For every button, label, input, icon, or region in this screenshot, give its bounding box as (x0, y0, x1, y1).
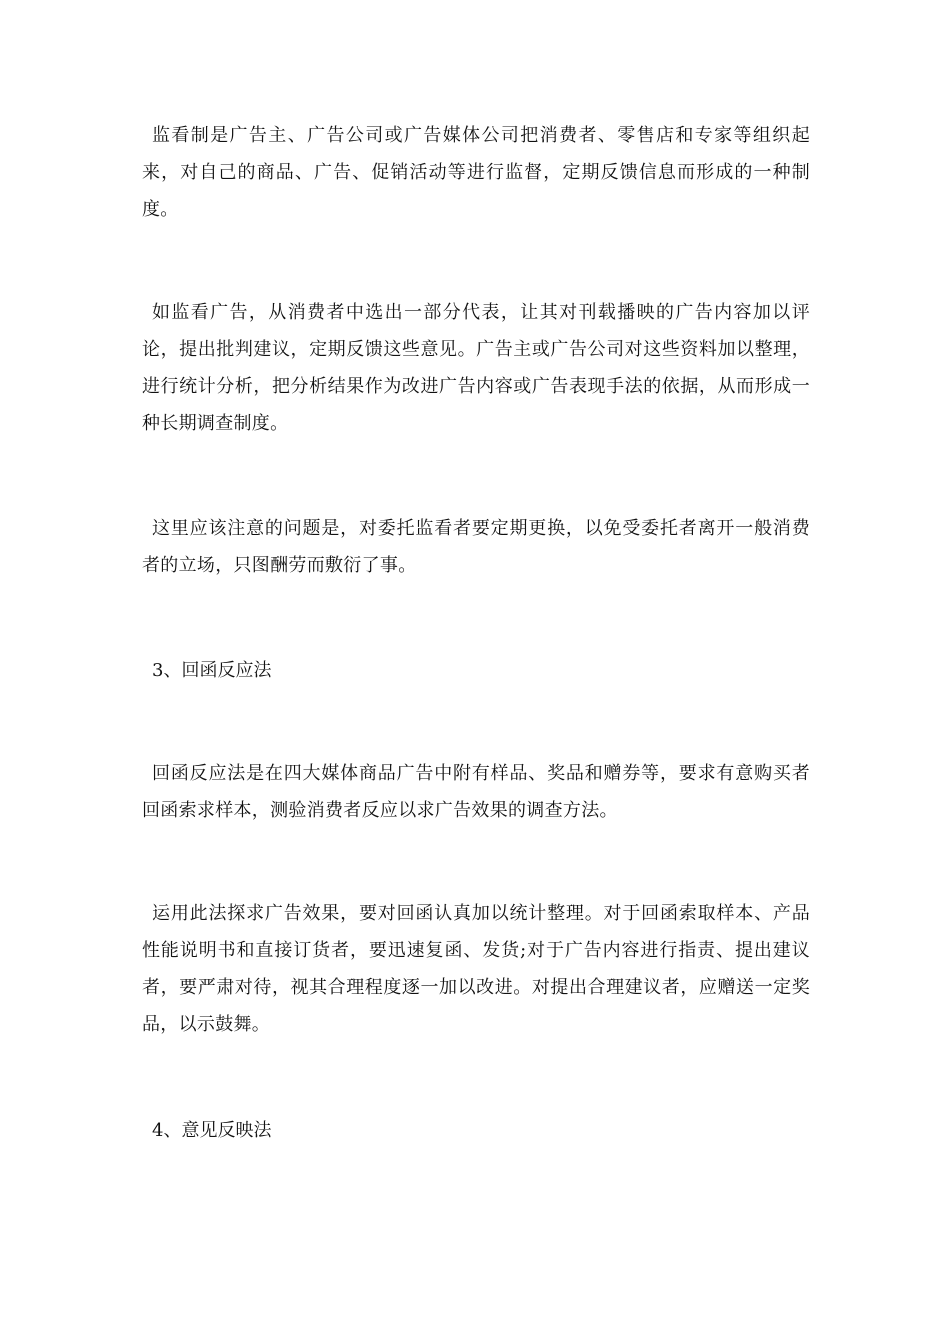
section-heading-4: 4、意见反映法 (152, 1120, 272, 1141)
paragraph-reply-method: 回函反应法是在四大媒体商品广告中附有样品、奖品和赠券等，要求有意购买者回函索求样本，测验消费者反应以求广告效果的调查方法。 (142, 763, 810, 821)
paragraph-reply-method-usage: 运用此法探求广告效果，要对回函认真加以统计整理。对于回函索取样本、产品性能说明书和直接订货者，要迅速复函、发货;对于广告内容进行指责、提出建议者，要严肃对待，视其合理程度逐一加以改进。对提出合理建议者，应赠送一定奖品，以示鼓舞。 (142, 903, 810, 1035)
paragraph-monitoring-system: 监看制是广告主、广告公司或广告媒体公司把消费者、零售店和专家等组织起来，对自己的商品、广告、促销活动等进行监督，定期反馈信息而形成的一种制度。 (142, 125, 810, 220)
paragraph-monitoring-example: 如监看广告，从消费者中选出一部分代表，让其对刊载播映的广告内容加以评论，提出批判建议，定期反馈这些意见。广告主或广告公司对这些资料加以整理，进行统计分析，把分析结果作为改进广告内容或广告表现手法的依据，从而形成一种长期调查制度。 (142, 302, 810, 434)
section-heading-3: 3、回函反应法 (152, 660, 272, 681)
paragraph-monitoring-caution: 这里应该注意的问题是，对委托监看者要定期更换，以免受委托者离开一般消费者的立场，只图酬劳而敷衍了事。 (142, 518, 810, 576)
